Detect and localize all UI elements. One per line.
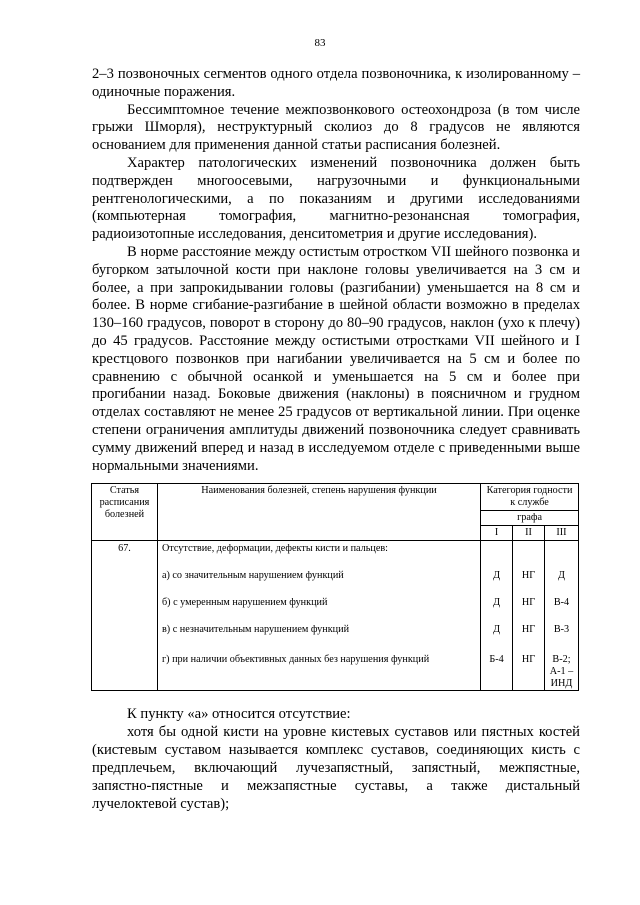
category-cell: НГ	[513, 617, 545, 644]
category-line: В-2;	[552, 653, 571, 665]
header-graph-3: III	[544, 526, 578, 541]
header-graph: графа	[481, 511, 579, 526]
category-cell: НГ	[513, 563, 545, 590]
category-cell: Д	[481, 590, 513, 617]
category-cell: В-3	[544, 617, 578, 644]
header-category: Категория годности к службе	[481, 484, 579, 511]
category-line: ИНД	[550, 677, 573, 689]
header-article: Статья расписания болезней	[92, 484, 158, 541]
page-number: 83	[314, 37, 326, 49]
table-row	[92, 563, 579, 590]
disease-schedule-table	[91, 483, 579, 691]
paragraph: К пункту «а» относится отсутствие:	[127, 706, 351, 722]
category-line: А-1 –	[549, 665, 574, 677]
category-cell: Б-4	[481, 644, 513, 691]
after-text	[92, 705, 580, 813]
table-row	[92, 541, 579, 563]
category-cell: Д	[481, 563, 513, 590]
category-cell: Д	[544, 563, 578, 590]
category-cell: НГ	[513, 590, 545, 617]
article-number: 67.	[92, 541, 158, 563]
paragraph: Характер патологических изменений позвоночника должен быть подтвержден многоосевыми, нагрузочными и функциональными рентгенологическими, а по показаниям и другими исследованиями (компьютерная томография, магнитно-резонансная томография, радиоизотопные исследования, денситометрия и другие исследования).	[92, 154, 580, 243]
paragraph: хотя бы одной кисти на уровне кистевых суставов или пястных костей (кистевым суставом называется комплекс суставов, соединяющих кисть с предплечьем, включающий лучезапястный, запястный, межпястные, запястно-пястные и межзапястные суставы, а также дистальный лучелоктевой сустав);	[92, 724, 580, 812]
disease-item: г) при наличии объективных данных без нарушения функций	[157, 644, 480, 691]
disease-heading: Отсутствие, деформации, дефекты кисти и пальцев:	[157, 541, 480, 563]
paragraph: В норме расстояние между остистым отростком VII шейного позвонка и бугорком затылочной кости при наклоне головы увеличивается на 3 см и более, а при запрокидывании головы (разгибании) уменьшается на 8 см и более. В норме сгибание-разгибание в шейной области возможно в пределах 130–160 градусов, поворот в сторону до 80–90 градусов, наклон (ухо к плечу) до 45 градусов. Расстояние между остистыми отростками VII шейного и I крестцового позвонков при нагибании увеличивается на 5 см и более по сравнению с обычной осанкой и уменьшается на 5 см и более при прогибании назад. Боковые движения (наклоны) в поясничном и грудном отделах составляют не менее 25 градусов от вертикальной линии. При оценке степени ограничения амплитуды движений позвоночника следует сравнивать сумму движений вперед и назад в исследуемом отделе с приведенными выше нормальными значениями.	[92, 243, 580, 474]
table-row	[92, 590, 579, 617]
header-graph-2: II	[513, 526, 545, 541]
table-row	[92, 644, 579, 691]
table-row	[92, 617, 579, 644]
body-text	[92, 66, 580, 475]
disease-item: в) с незначительным нарушением функций	[157, 617, 480, 644]
category-cell: НГ	[513, 644, 545, 691]
paragraph: 2–3 позвоночных сегментов одного отдела позвоночника, к изолированному – одиночные поражения.	[92, 66, 580, 100]
category-cell: Д	[481, 617, 513, 644]
header-graph-1: I	[481, 526, 513, 541]
category-cell: В-4	[544, 590, 578, 617]
disease-item: б) с умеренным нарушением функций	[157, 590, 480, 617]
category-cell-multiline	[544, 644, 578, 691]
header-disease: Наименования болезней, степень нарушения функции	[157, 484, 480, 541]
paragraph: Бессимптомное течение межпозвонкового остеохондроза (в том числе грыжи Шморля), неструктурный сколиоз до 8 градусов не являются основанием для применения данной статьи расписания болезней.	[92, 101, 580, 154]
disease-item: а) со значительным нарушением функций	[157, 563, 480, 590]
